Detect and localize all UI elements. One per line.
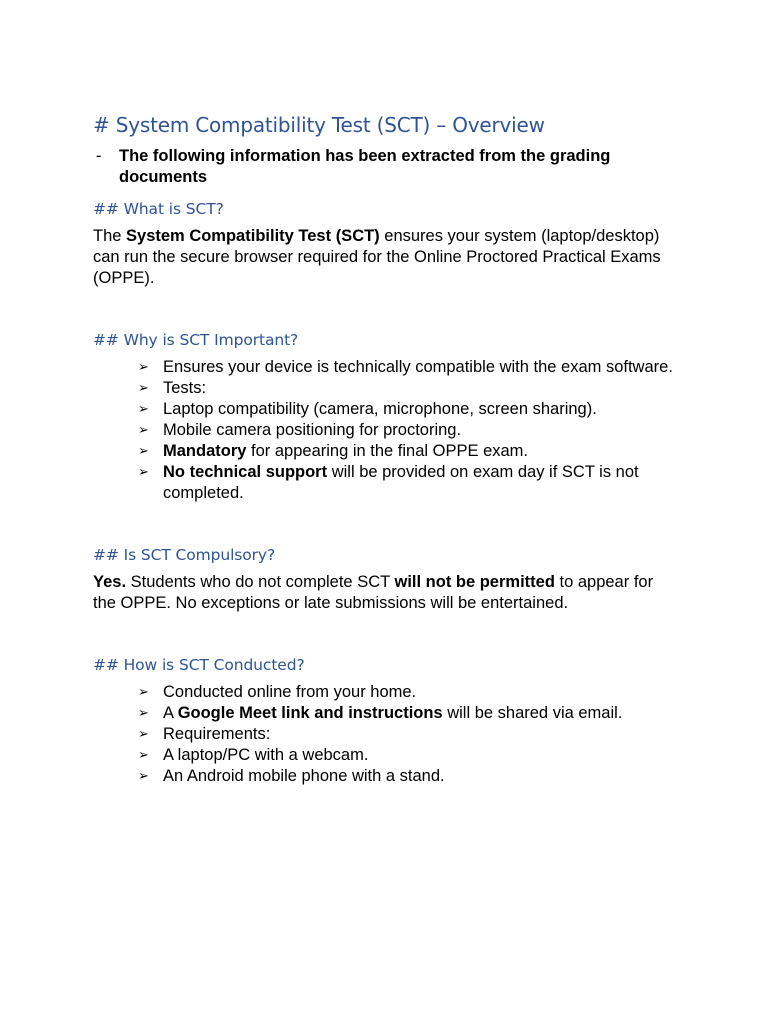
extraction-note [93,146,673,188]
arrow-bullet-icon: ➢ [138,465,149,480]
arrow-bullet-icon: ➢ [138,444,149,459]
list-item [138,745,673,766]
heading-what-is-sct: ## What is SCT? [93,200,224,218]
page-title: # System Compatibility Test (SCT) – Overview [93,113,545,137]
list-item [138,462,673,504]
compulsory-yes: Yes. [93,573,127,591]
list-item [138,357,673,378]
list-item-text: Mobile camera positioning for proctoring. [163,421,462,439]
list-item [138,399,673,420]
list-item-bold-text: No technical support [163,463,328,481]
list-item-bold-text: Mandatory [163,442,247,460]
list-item-text: Requirements: [163,725,271,743]
arrow-bullet-icon: ➢ [138,360,149,375]
list-item [138,724,673,745]
list-item-text: will be provided on exam day if SCT is not completed. [163,463,639,502]
arrow-bullet-icon: ➢ [138,402,149,417]
list-item-text: Laptop compatibility (camera, microphone, screen sharing). [163,400,597,418]
what-text-rest: ensures your system (laptop/desktop) can run the secure browser required for the Online Proctored Practical Exams (OPPE). [93,227,661,287]
what-is-sct-paragraph [93,226,673,289]
list-item-text: A [163,704,178,722]
list-item-text: for appearing in the final OPPE exam. [246,442,529,460]
what-text-start: The [93,227,127,245]
arrow-bullet-icon: ➢ [138,381,149,396]
note-text: The following information has been extracted from the grading documents [119,147,611,186]
what-text-bold: System Compatibility Test (SCT) [126,227,380,245]
list-item-bold-text: Google Meet link and instructions [177,704,443,722]
arrow-bullet-icon: ➢ [138,748,149,763]
list-item-text: Tests: [163,379,207,397]
arrow-bullet-icon: ➢ [138,706,149,721]
list-item [138,420,673,441]
list-item-text: will be shared via email. [442,704,623,722]
note-dash: - [96,147,102,165]
list-item [138,703,673,724]
list-item [138,441,673,462]
arrow-bullet-icon: ➢ [138,685,149,700]
arrow-bullet-icon: ➢ [138,727,149,742]
list-item-text: An Android mobile phone with a stand. [163,767,445,785]
list-item [138,378,673,399]
list-item [138,682,673,703]
list-item [138,766,673,787]
heading-how-conducted: ## How is SCT Conducted? [93,656,305,674]
heading-compulsory: ## Is SCT Compulsory? [93,546,276,564]
arrow-bullet-icon: ➢ [138,769,149,784]
list-item-text: A laptop/PC with a webcam. [163,746,369,764]
heading-why-important: ## Why is SCT Important? [93,331,299,349]
how-conducted-list [93,682,673,787]
compulsory-rest: to appear for the OPPE. No exceptions or late submissions will be entertained. [93,573,654,612]
compulsory-mid-bold: will not be permitted [394,573,555,591]
arrow-bullet-icon: ➢ [138,423,149,438]
compulsory-mid: Students who do not complete SCT [126,573,395,591]
compulsory-paragraph [93,572,673,614]
list-item-text: Ensures your device is technically compatible with the exam software. [163,358,673,376]
document-content [93,110,673,787]
why-important-list [93,357,673,504]
list-item-text: Conducted online from your home. [163,683,417,701]
